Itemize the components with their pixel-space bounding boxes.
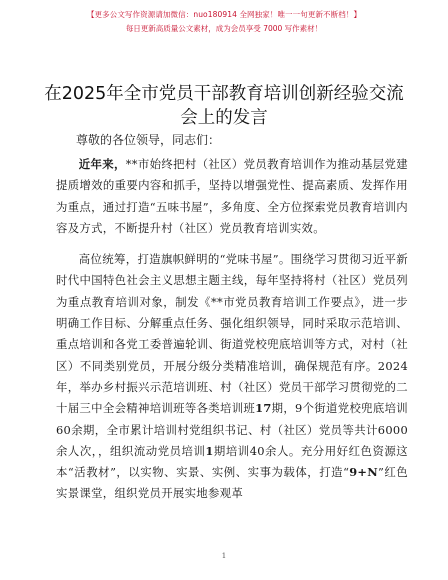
para2-text-3: 余期，全市累计培训村党组织书记、村（社区）党员等共计 — [71, 422, 378, 437]
para2-num-1: 17 — [255, 401, 272, 416]
para2-num-6: 9+N — [349, 465, 378, 480]
para2-num-5: 40 — [249, 443, 265, 458]
page-number: 1 — [221, 552, 227, 560]
paragraph-party-flavor — [56, 249, 408, 505]
para2-text-4: 余人次，，组织流动党员培训 — [56, 443, 206, 458]
para2-num-2: 60 — [56, 422, 72, 437]
intro-text: **市始终把村（社区）党员教育培训作为推动基层党建提质增效的重要内容和抓手，坚持以增强党性、提高素质、发挥作用为重点，通过打造“五味书屋”，多角度、全方位探索党员教育培训内容及方式，不断提升村（社区）党员教育培训实效。 — [56, 157, 408, 235]
para2-text-7: ”红色实景课堂，组织党员开展实地参观革 — [56, 465, 408, 501]
para2-num-3: 6000 — [377, 422, 408, 437]
document-body — [56, 154, 408, 515]
para2-text-5: 期培训 — [213, 443, 250, 458]
para2-text-6: 余人。充分用好红色资源这本“活教材”，以实物、实景、实例、实事为载体，打造“ — [56, 443, 408, 480]
para2-text-1: 高位统筹，打造旗帜鲜明的“党味书屋”。围绕学习贯彻习近平新时代中国特色社会主义思想主题主线，每年坚持将村（社区）党员列为重点教育培训对象，制发《**市党员教育培训工作要点》，进一步明确工作目标、分解重点任务、强化组织领导，同时采取示范培训、重点培训和各党工委普遍轮训、街道党校兜底培训等方式，对村（社区）不同类别党员，开展分级分类精准培训，确保规范有序。2024年，举办乡村振兴示范培训班、村（社区）党员干部学习贯彻党的二十届三中全会精神培训班等各类培训班 — [56, 252, 408, 416]
salutation: 尊敬的各位领导，同志们： — [76, 133, 221, 147]
intro-lead: 近年来， — [78, 157, 126, 171]
para2-text-2: 期，9个街道党校兜底培训 — [271, 401, 408, 416]
promo-line-1: 【更多公文写作资源请加微信：nuo180914 全网独家！唯一一句更新不断档！】 — [86, 10, 362, 19]
para2-num-4: 1 — [205, 443, 214, 458]
document-title: 在2025年全市党员干部教育培训创新经验交流会上的发言 — [44, 84, 404, 128]
promo-line-2: 每日更新高质量公文素材，成为会员享受 7000 写作素材！ — [125, 24, 323, 33]
paragraph-intro — [56, 154, 408, 239]
